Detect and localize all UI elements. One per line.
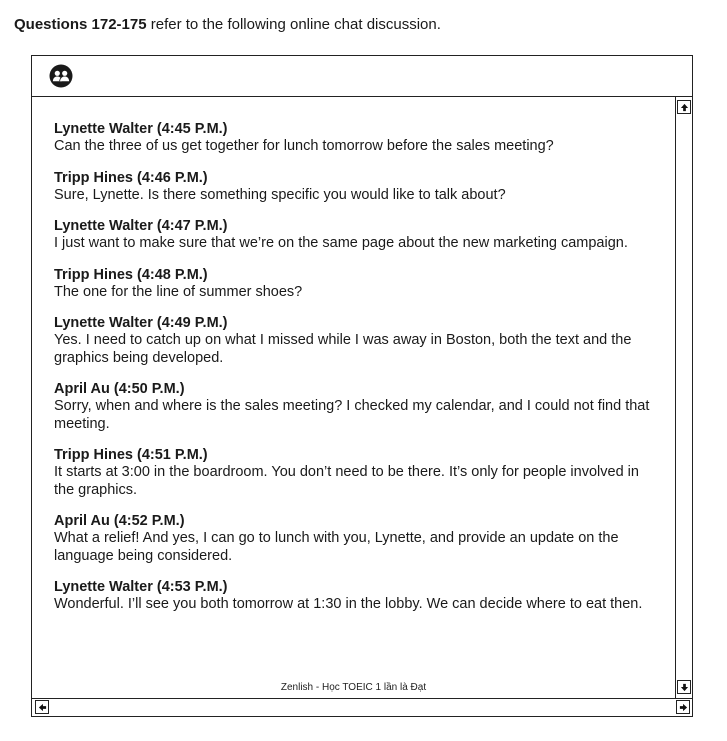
chat-message — [54, 446, 656, 499]
arrow-left-icon — [38, 703, 47, 712]
message-text: Can the three of us get together for lunch tomorrow before the sales meeting? — [54, 138, 554, 154]
message-sender: Tripp Hines (4:51 P.M.) — [54, 447, 208, 463]
chat-window — [31, 55, 693, 717]
message-sender: Lynette Walter (4:49 P.M.) — [54, 315, 228, 331]
message-text: I just want to make sure that we’re on the same page about the new marketing campaign. — [54, 235, 628, 251]
message-text: It starts at 3:00 in the boardroom. You don’t need to be there. It’s only for people involved in the graphics. — [54, 464, 639, 498]
group-chat-icon — [49, 64, 73, 88]
message-sender: April Au (4:50 P.M.) — [54, 381, 185, 397]
question-header — [14, 16, 441, 33]
chat-message — [54, 217, 656, 253]
chat-message — [54, 169, 656, 205]
vertical-scrollbar[interactable] — [675, 96, 692, 698]
chat-message — [54, 120, 656, 156]
message-sender: Lynette Walter (4:53 P.M.) — [54, 579, 228, 595]
horizontal-scrollbar[interactable] — [32, 698, 692, 716]
message-sender: Lynette Walter (4:45 P.M.) — [54, 121, 228, 137]
arrow-down-icon — [680, 683, 689, 692]
arrow-up-icon — [680, 103, 689, 112]
message-text: Yes. I need to catch up on what I missed while I was away in Boston, both the text and the graphics being developed. — [54, 332, 632, 366]
scroll-right-button[interactable] — [676, 700, 690, 714]
chat-title-bar — [32, 56, 692, 97]
question-range: Questions 172-175 — [14, 16, 147, 33]
message-sender: Tripp Hines (4:48 P.M.) — [54, 266, 208, 283]
watermark: Zenlish - Học TOEIC 1 lần là Đạt — [280, 682, 427, 693]
message-sender: Lynette Walter (4:47 P.M.) — [54, 218, 228, 234]
arrow-right-icon — [679, 703, 688, 712]
message-text: Sorry, when and where is the sales meeting? I checked my calendar, and I could not find that meeting. — [54, 398, 650, 432]
scroll-left-button[interactable] — [35, 700, 49, 714]
chat-message — [54, 266, 656, 302]
chat-message — [54, 314, 656, 367]
scroll-down-button[interactable] — [677, 680, 691, 694]
message-text: The one for the line of summer shoes? — [54, 283, 303, 300]
chat-messages — [54, 120, 656, 627]
message-sender: April Au (4:52 P.M.) — [54, 513, 185, 529]
chat-message — [54, 380, 656, 433]
message-text: What a relief! And yes, I can go to lunch with you, Lynette, and provide an update on the language being considered. — [54, 530, 619, 564]
message-text: Sure, Lynette. Is there something specific you would like to talk about? — [54, 186, 506, 203]
chat-message — [54, 512, 656, 565]
question-instruction: refer to the following online chat discussion. — [150, 16, 441, 33]
message-sender: Tripp Hines (4:46 P.M.) — [54, 169, 208, 186]
scroll-up-button[interactable] — [677, 100, 691, 114]
chat-message — [54, 578, 656, 614]
message-text: Wonderful. I’ll see you both tomorrow at 1:30 in the lobby. We can decide where to eat then. — [54, 596, 643, 612]
